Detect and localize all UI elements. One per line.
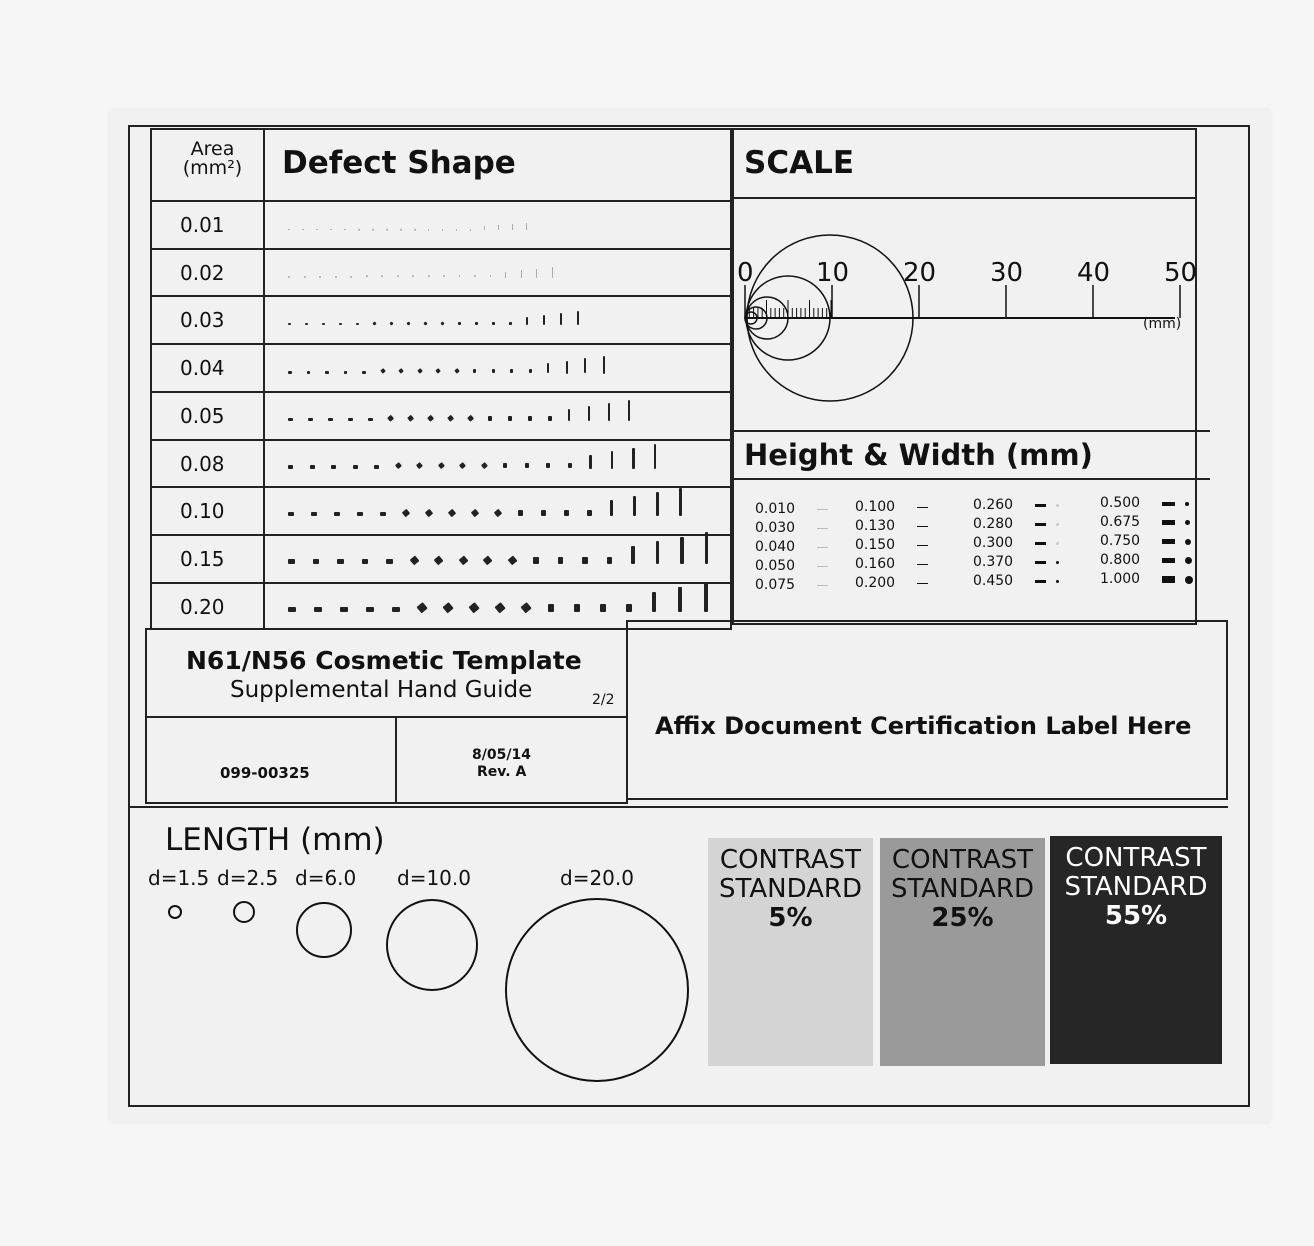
defect-shape-mark xyxy=(488,416,492,421)
defect-shape-mark xyxy=(392,607,400,612)
defect-shape-mark xyxy=(288,559,295,564)
defect-shape-mark xyxy=(512,224,513,230)
defect-shape-mark xyxy=(633,496,636,516)
defect-shape-mark xyxy=(568,463,572,468)
area-value: 0.03 xyxy=(180,308,225,332)
contrast-line2: STANDARD xyxy=(1064,872,1208,902)
width-dot-mark xyxy=(1056,580,1059,583)
defect-shape-mark xyxy=(600,604,606,612)
defect-shape-mark xyxy=(533,557,539,564)
defect-shape-mark xyxy=(528,416,532,421)
defect-shape-mark xyxy=(492,322,495,325)
height-line-mark xyxy=(1162,520,1175,525)
defect-shape-mark xyxy=(314,607,322,612)
contrast-standard-25pct xyxy=(880,838,1045,1066)
defect-shape-mark xyxy=(288,465,293,469)
defect-shape-mark xyxy=(529,369,532,373)
divider xyxy=(395,716,397,804)
defect-shape-mark xyxy=(560,313,562,325)
defect-shape-mark xyxy=(503,463,507,468)
scale-tick-label: 40 xyxy=(1077,258,1111,288)
defect-shape-mark xyxy=(632,448,635,469)
defect-shape-mark xyxy=(552,267,553,278)
width-dot-mark xyxy=(1185,520,1190,525)
divider xyxy=(145,716,628,718)
contrast-line1: CONTRAST xyxy=(1065,843,1207,873)
template-subtitle: Supplemental Hand Guide xyxy=(230,677,533,703)
defect-shape-mark xyxy=(510,369,513,373)
length-circle-label: d=10.0 xyxy=(397,866,471,890)
defect-shape-header: Defect Shape xyxy=(282,145,516,181)
revision-date: 8/05/14 xyxy=(472,747,531,763)
area-header-label: Area xyxy=(190,138,235,160)
divider xyxy=(732,430,1210,432)
length-circle xyxy=(233,901,255,923)
height-line-mark xyxy=(1162,576,1175,582)
height-width-value: 0.500 xyxy=(1100,495,1141,511)
page-number: 2/2 xyxy=(592,692,615,708)
defect-shape-mark xyxy=(526,317,528,325)
area-header xyxy=(170,140,255,178)
defect-shape-mark xyxy=(577,311,579,325)
height-width-value: 0.040 xyxy=(755,539,796,555)
defect-shape-mark xyxy=(366,607,374,612)
height-width-value: 0.075 xyxy=(755,577,796,593)
height-width-value: 0.100 xyxy=(855,499,896,515)
height-width-value: 0.200 xyxy=(855,575,896,591)
height-line-mark xyxy=(1035,504,1046,507)
defect-shape-mark xyxy=(541,510,546,516)
defect-shape-mark xyxy=(348,418,353,421)
area-unit-label: (mm²) xyxy=(182,157,243,179)
row-divider xyxy=(150,582,732,584)
width-dot-mark xyxy=(1056,523,1059,526)
defect-shape-mark xyxy=(368,418,373,421)
template-title: N61/N56 Cosmetic Template xyxy=(186,646,582,675)
defect-shape-mark xyxy=(705,532,709,564)
length-circle-label: d=2.5 xyxy=(217,866,279,890)
scale-title: SCALE xyxy=(744,145,854,181)
height-line-mark xyxy=(917,526,928,528)
height-line-mark xyxy=(817,509,828,510)
width-dot-mark xyxy=(1056,542,1059,545)
defect-shape-mark xyxy=(340,607,348,612)
defect-shape-mark xyxy=(288,229,290,230)
defect-shape-mark xyxy=(564,510,569,516)
divider xyxy=(732,197,1197,199)
height-line-mark xyxy=(1035,542,1046,545)
width-dot-mark xyxy=(1185,576,1193,584)
area-value: 0.08 xyxy=(180,452,225,476)
defect-shape-mark xyxy=(536,269,537,278)
length-circle-label: d=1.5 xyxy=(148,866,210,890)
height-line-mark xyxy=(817,528,828,529)
height-width-value: 0.160 xyxy=(855,556,896,572)
defect-shape-mark xyxy=(704,582,708,612)
defect-shape-mark xyxy=(458,322,461,325)
defect-shape-mark xyxy=(335,276,337,278)
divider xyxy=(732,478,1210,480)
height-line-mark xyxy=(817,566,828,567)
length-title: LENGTH (mm) xyxy=(165,822,385,858)
height-width-value: 0.150 xyxy=(855,537,896,553)
defect-shape-mark xyxy=(526,223,527,230)
row-divider xyxy=(150,391,732,393)
defect-shape-mark xyxy=(546,463,550,468)
defect-shape-mark xyxy=(344,371,348,374)
defect-shape-mark xyxy=(680,537,684,564)
defect-shape-mark xyxy=(678,587,682,612)
length-circle xyxy=(386,899,478,991)
defect-shape-mark xyxy=(548,604,554,612)
defect-shape-mark xyxy=(350,276,352,278)
defect-shape-mark xyxy=(582,557,588,564)
area-value: 0.02 xyxy=(180,261,225,285)
defect-shape-mark xyxy=(308,418,313,421)
area-value: 0.15 xyxy=(180,547,225,571)
defect-shape-mark xyxy=(505,272,506,278)
row-divider xyxy=(150,200,732,202)
height-line-mark xyxy=(917,583,928,585)
contrast-line1: CONTRAST xyxy=(719,845,862,875)
height-width-column xyxy=(1100,494,1193,589)
defect-shape-mark xyxy=(288,418,293,421)
defect-shape-mark xyxy=(498,225,499,230)
row-divider xyxy=(150,486,732,488)
defect-shape-mark xyxy=(626,604,632,612)
contrast-percent: 55% xyxy=(1104,901,1168,931)
scale-tick-label: 50 xyxy=(1164,258,1198,288)
height-width-value: 0.800 xyxy=(1100,552,1141,568)
height-width-value: 1.000 xyxy=(1100,571,1141,587)
row-divider xyxy=(150,534,732,536)
contrast-line2: STANDARD xyxy=(890,874,1035,904)
area-value: 0.05 xyxy=(180,404,225,428)
row-divider xyxy=(150,439,732,441)
defect-shape-mark xyxy=(288,607,296,612)
defect-shape-mark xyxy=(521,270,522,278)
defect-shape-mark xyxy=(508,416,512,421)
defect-shape-mark xyxy=(362,559,369,564)
scale-ruler xyxy=(735,230,1198,410)
defect-shape-mark xyxy=(357,512,363,516)
defect-shape-mark xyxy=(288,276,290,278)
defect-shape-mark xyxy=(353,465,358,469)
defect-shape-mark xyxy=(328,418,333,421)
height-width-value: 0.030 xyxy=(755,520,796,536)
defect-shape-mark xyxy=(548,416,552,421)
defect-shape-mark xyxy=(356,323,359,325)
height-width-value: 0.130 xyxy=(855,518,896,534)
defect-shape-mark xyxy=(656,492,659,516)
contrast-percent: 25% xyxy=(931,903,994,933)
row-divider xyxy=(150,248,732,250)
defect-shape-mark xyxy=(656,541,660,564)
contrast-line2: STANDARD xyxy=(718,874,863,904)
height-width-column xyxy=(973,496,1059,591)
length-circle-label: d=6.0 xyxy=(295,866,357,890)
defect-shape-mark xyxy=(611,451,614,469)
revision: Rev. A xyxy=(477,764,527,780)
defect-shape-mark xyxy=(311,512,317,516)
defect-shape-mark xyxy=(337,559,344,564)
defect-shape-mark xyxy=(362,371,366,374)
contrast-line1: CONTRAST xyxy=(891,845,1034,875)
scale-tick-label: 0 xyxy=(737,258,754,288)
defect-shape-mark xyxy=(313,559,320,564)
height-line-mark xyxy=(1162,558,1175,564)
defect-shape-mark xyxy=(302,229,304,230)
defect-shape-mark xyxy=(316,229,318,230)
length-circle xyxy=(505,898,689,1082)
area-value: 0.10 xyxy=(180,499,225,523)
width-dot-mark xyxy=(1185,502,1189,506)
defect-shape-mark xyxy=(610,500,613,516)
height-width-value: 0.675 xyxy=(1100,514,1141,530)
defect-shape-mark xyxy=(484,226,485,230)
defect-shape-mark xyxy=(475,322,478,325)
height-line-mark xyxy=(817,585,828,586)
defect-shape-mark xyxy=(380,512,386,516)
area-value: 0.20 xyxy=(180,595,225,619)
divider xyxy=(128,806,1228,808)
defect-shape-mark xyxy=(566,361,568,374)
height-width-column xyxy=(855,498,928,593)
defect-shape-mark xyxy=(331,465,336,469)
certification-text: Affix Document Certification Label Here xyxy=(655,712,1192,740)
defect-shape-mark xyxy=(547,363,549,373)
certification-label-area xyxy=(626,620,1228,800)
length-circle xyxy=(296,902,352,958)
height-width-value: 0.010 xyxy=(755,501,796,517)
height-line-mark xyxy=(817,547,828,548)
height-line-mark xyxy=(1162,502,1175,506)
defect-shape-mark xyxy=(325,371,329,374)
defect-shape-mark xyxy=(607,557,613,564)
defect-shape-mark xyxy=(334,512,340,516)
length-circle-label: d=20.0 xyxy=(560,866,634,890)
width-dot-mark xyxy=(1056,504,1059,507)
defect-shape-mark xyxy=(543,315,545,325)
height-line-mark xyxy=(1162,539,1175,544)
defect-shape-mark xyxy=(584,358,586,373)
defect-shape-mark xyxy=(558,557,564,564)
defect-shape-mark xyxy=(288,512,294,516)
height-width-value: 0.750 xyxy=(1100,533,1141,549)
defect-shape-mark xyxy=(509,322,512,325)
defect-shape-mark xyxy=(344,229,346,230)
width-dot-mark xyxy=(1185,539,1191,545)
height-line-mark xyxy=(1035,580,1046,583)
height-width-title: Height & Width (mm) xyxy=(744,438,1093,472)
height-line-mark xyxy=(1035,523,1046,526)
defect-shape-mark xyxy=(631,546,635,564)
scale-tick-label: 30 xyxy=(990,258,1024,288)
defect-shape-mark xyxy=(374,465,379,469)
area-value: 0.04 xyxy=(180,356,225,380)
defect-shape-mark xyxy=(319,276,321,278)
height-line-mark xyxy=(917,564,928,566)
defect-shape-mark xyxy=(654,444,657,469)
defect-shape-mark xyxy=(310,465,315,469)
contrast-percent: 5% xyxy=(768,903,813,933)
defect-shape-mark xyxy=(492,369,495,373)
defect-shape-mark xyxy=(330,229,332,230)
defect-shape-mark xyxy=(473,369,476,373)
defect-shape-mark xyxy=(288,371,292,374)
defect-shape-mark xyxy=(589,455,592,469)
height-width-value: 0.260 xyxy=(973,497,1014,513)
height-line-mark xyxy=(917,507,928,509)
defect-shape-mark xyxy=(603,356,605,374)
defect-shape-mark xyxy=(679,488,682,516)
defect-shape-mark xyxy=(305,323,308,325)
defect-shape-mark xyxy=(304,276,306,278)
width-dot-mark xyxy=(1185,557,1192,564)
width-dot-mark xyxy=(1056,561,1059,564)
contrast-standard-55pct xyxy=(1050,836,1222,1064)
row-divider xyxy=(150,343,732,345)
height-width-value: 0.050 xyxy=(755,558,796,574)
part-number: 099-00325 xyxy=(220,764,310,782)
height-width-value: 0.370 xyxy=(973,554,1014,570)
scale-tick-label: 20 xyxy=(903,258,937,288)
scale-unit: (mm) xyxy=(1143,316,1182,332)
contrast-standard-5pct xyxy=(708,838,873,1066)
height-width-value: 0.300 xyxy=(973,535,1014,551)
defect-shape-mark xyxy=(339,323,342,325)
height-width-value: 0.450 xyxy=(973,573,1014,589)
height-line-mark xyxy=(1035,561,1046,564)
defect-shape-mark xyxy=(288,323,291,325)
area-value: 0.01 xyxy=(180,213,225,237)
height-width-column xyxy=(755,500,828,595)
defect-shape-mark xyxy=(307,371,311,374)
defect-shape-mark xyxy=(574,604,580,612)
defect-shape-mark xyxy=(322,323,325,325)
defect-shape-mark xyxy=(518,510,523,516)
defect-shape-mark xyxy=(386,559,393,564)
defect-shape-mark xyxy=(652,592,656,612)
defect-shape-mark xyxy=(587,510,592,516)
row-divider xyxy=(150,295,732,297)
height-line-mark xyxy=(917,545,928,547)
divider xyxy=(263,128,265,630)
scale-tick-label: 10 xyxy=(816,258,850,288)
height-width-value: 0.280 xyxy=(973,516,1014,532)
length-circle xyxy=(168,905,182,919)
defect-shape-mark xyxy=(525,463,529,468)
